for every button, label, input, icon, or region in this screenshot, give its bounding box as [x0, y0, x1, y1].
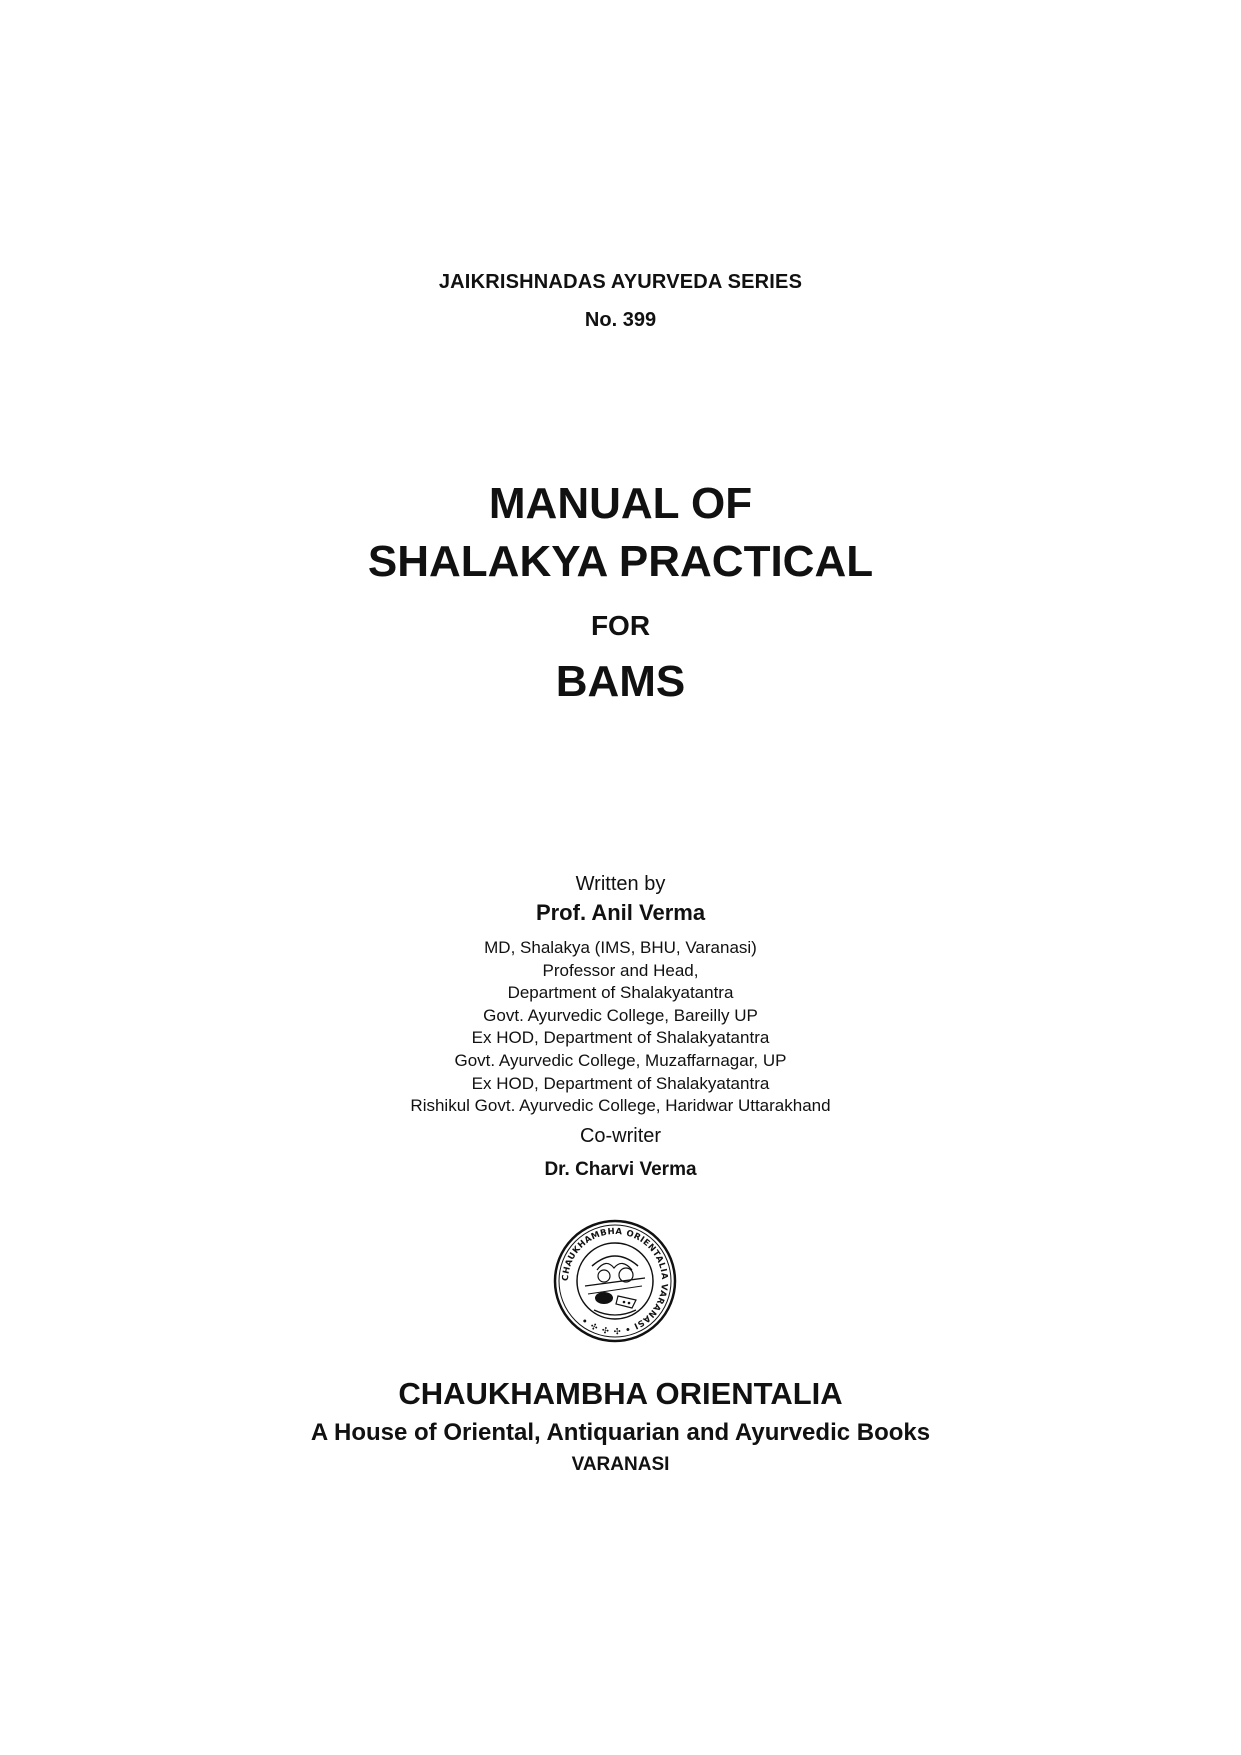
book-title-for: FOR — [590, 610, 651, 641]
cowriter-label: Co-writer — [579, 1125, 662, 1147]
cowriter-name: Dr. Charvi Verma — [544, 1159, 697, 1180]
credential-line: Govt. Ayurvedic College, Muzaffarnagar, UP — [454, 1050, 787, 1070]
credential-line: Govt. Ayurvedic College, Bareilly UP — [483, 1005, 758, 1025]
publisher-seal-icon — [552, 1218, 678, 1344]
credential-line: Rishikul Govt. Ayurvedic College, Haridwar Uttarakhand — [410, 1096, 831, 1116]
credential-line: MD, Shalakya (IMS, BHU, Varanasi) — [484, 938, 757, 957]
credential-line: Ex HOD, Department of Shalakyatantra — [471, 1073, 770, 1093]
credential-line: Professor and Head, — [542, 960, 699, 980]
credential-line: Department of Shalakyatantra — [507, 983, 734, 1003]
book-title-audience: BAMS — [555, 657, 686, 706]
series-name: JAIKRISHNADAS AYURVEDA SERIES — [438, 271, 803, 293]
publisher-city: VARANASI — [571, 1454, 670, 1475]
author-name: Prof. Anil Verma — [535, 900, 706, 925]
credential-line: Ex HOD, Department of Shalakyatantra — [471, 1028, 770, 1048]
written-by-label: Written by — [575, 873, 666, 895]
publisher-tagline: A House of Oriental, Antiquarian and Ayurvedic Books — [310, 1419, 931, 1446]
book-title-line-2: SHALAKYA PRACTICAL — [367, 537, 874, 586]
series-number: No. 399 — [584, 309, 657, 331]
publisher-name: CHAUKHAMBHA ORIENTALIA — [398, 1376, 843, 1411]
author-credentials — [0, 937, 1241, 1118]
book-title-line-1: MANUAL OF — [488, 479, 753, 528]
svg-text:CHAUKHAMBHA ORIENTALIA VARANAS: CHAUKHAMBHA ORIENTALIA VARANASI • ✣ ✣ ✣ • — [560, 1226, 670, 1336]
